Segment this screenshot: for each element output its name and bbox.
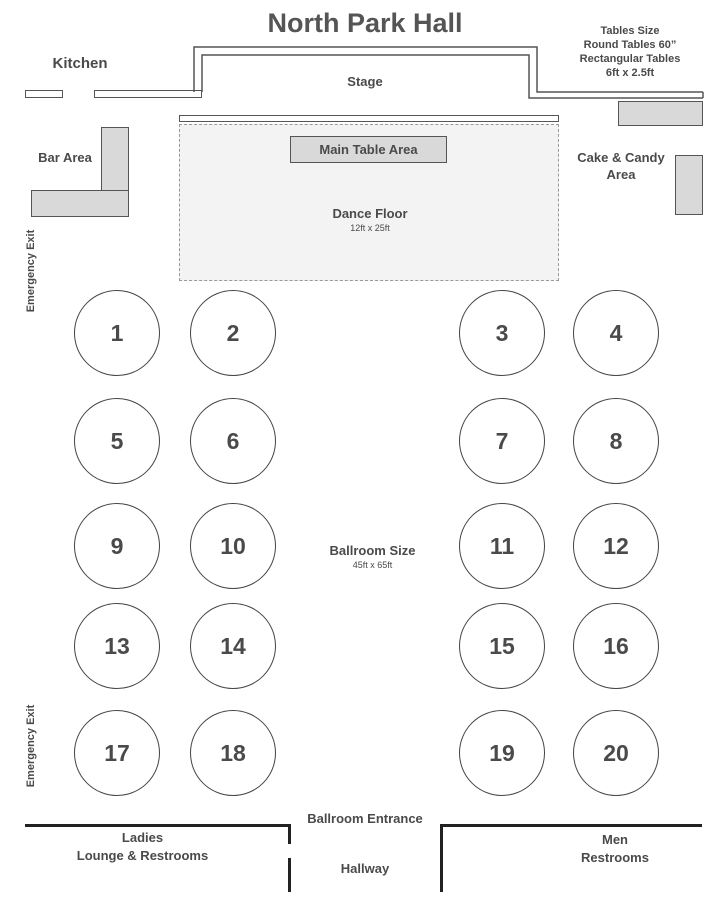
table-14[interactable]: 14 <box>190 603 276 689</box>
table-17[interactable]: 17 <box>74 710 160 796</box>
ballroom-size-value: 45ft x 65ft <box>352 560 393 570</box>
stage-outline <box>0 0 723 110</box>
table-12[interactable]: 12 <box>573 503 659 589</box>
bar-counter-horizontal <box>31 190 129 217</box>
table-3[interactable]: 3 <box>459 290 545 376</box>
table-6[interactable]: 6 <box>190 398 276 484</box>
page-title: North Park Hall <box>267 8 463 38</box>
wall-ladies-divider-bottom <box>288 858 291 892</box>
bar-area-label: Bar Area <box>38 150 92 165</box>
hallway-label: Hallway <box>340 861 390 876</box>
emergency-exit-top: Emergency Exit <box>25 229 37 313</box>
stage-front <box>179 115 559 122</box>
emergency-exit-bottom: Emergency Exit <box>25 704 37 788</box>
table-8[interactable]: 8 <box>573 398 659 484</box>
men-label-2: Restrooms <box>581 850 649 865</box>
kitchen-label: Kitchen <box>52 55 108 72</box>
table-15[interactable]: 15 <box>459 603 545 689</box>
men-label-1: Men <box>602 832 628 847</box>
table-size-rect-dims: 6ft x 2.5ft <box>605 67 655 79</box>
table-16[interactable]: 16 <box>573 603 659 689</box>
ballroom-entrance-label: Ballroom Entrance <box>307 811 423 826</box>
main-table-label: Main Table Area <box>319 142 418 157</box>
table-13[interactable]: 13 <box>74 603 160 689</box>
table-20[interactable]: 20 <box>573 710 659 796</box>
table-19[interactable]: 19 <box>459 710 545 796</box>
table-size-heading: Tables Size <box>600 25 660 37</box>
dance-floor-size: 12ft x 25ft <box>350 223 390 233</box>
table-5[interactable]: 5 <box>74 398 160 484</box>
table-11[interactable]: 11 <box>459 503 545 589</box>
wall-ladies-divider-top <box>288 824 291 844</box>
table-1[interactable]: 1 <box>74 290 160 376</box>
wall-men-divider <box>440 824 443 892</box>
table-18[interactable]: 18 <box>190 710 276 796</box>
wall-bottom-right <box>440 824 702 827</box>
table-10[interactable]: 10 <box>190 503 276 589</box>
table-7[interactable]: 7 <box>459 398 545 484</box>
cake-table-vertical <box>675 155 703 215</box>
table-9[interactable]: 9 <box>74 503 160 589</box>
ballroom-size-label: Ballroom Size <box>329 543 416 558</box>
table-2[interactable]: 2 <box>190 290 276 376</box>
stage-label: Stage <box>347 74 383 89</box>
wall-bottom-left <box>25 824 290 827</box>
cake-area-label-1: Cake & Candy <box>577 150 665 165</box>
table-size-round: Round Tables 60” <box>583 39 677 51</box>
ladies-label-1: Ladies <box>121 830 164 845</box>
dance-floor-label: Dance Floor <box>332 206 408 221</box>
cake-area-label-2: Area <box>606 167 636 182</box>
table-size-rect: Rectangular Tables <box>579 53 681 65</box>
table-4[interactable]: 4 <box>573 290 659 376</box>
ladies-label-2: Lounge & Restrooms <box>76 848 209 863</box>
cake-table-horizontal <box>618 101 703 126</box>
